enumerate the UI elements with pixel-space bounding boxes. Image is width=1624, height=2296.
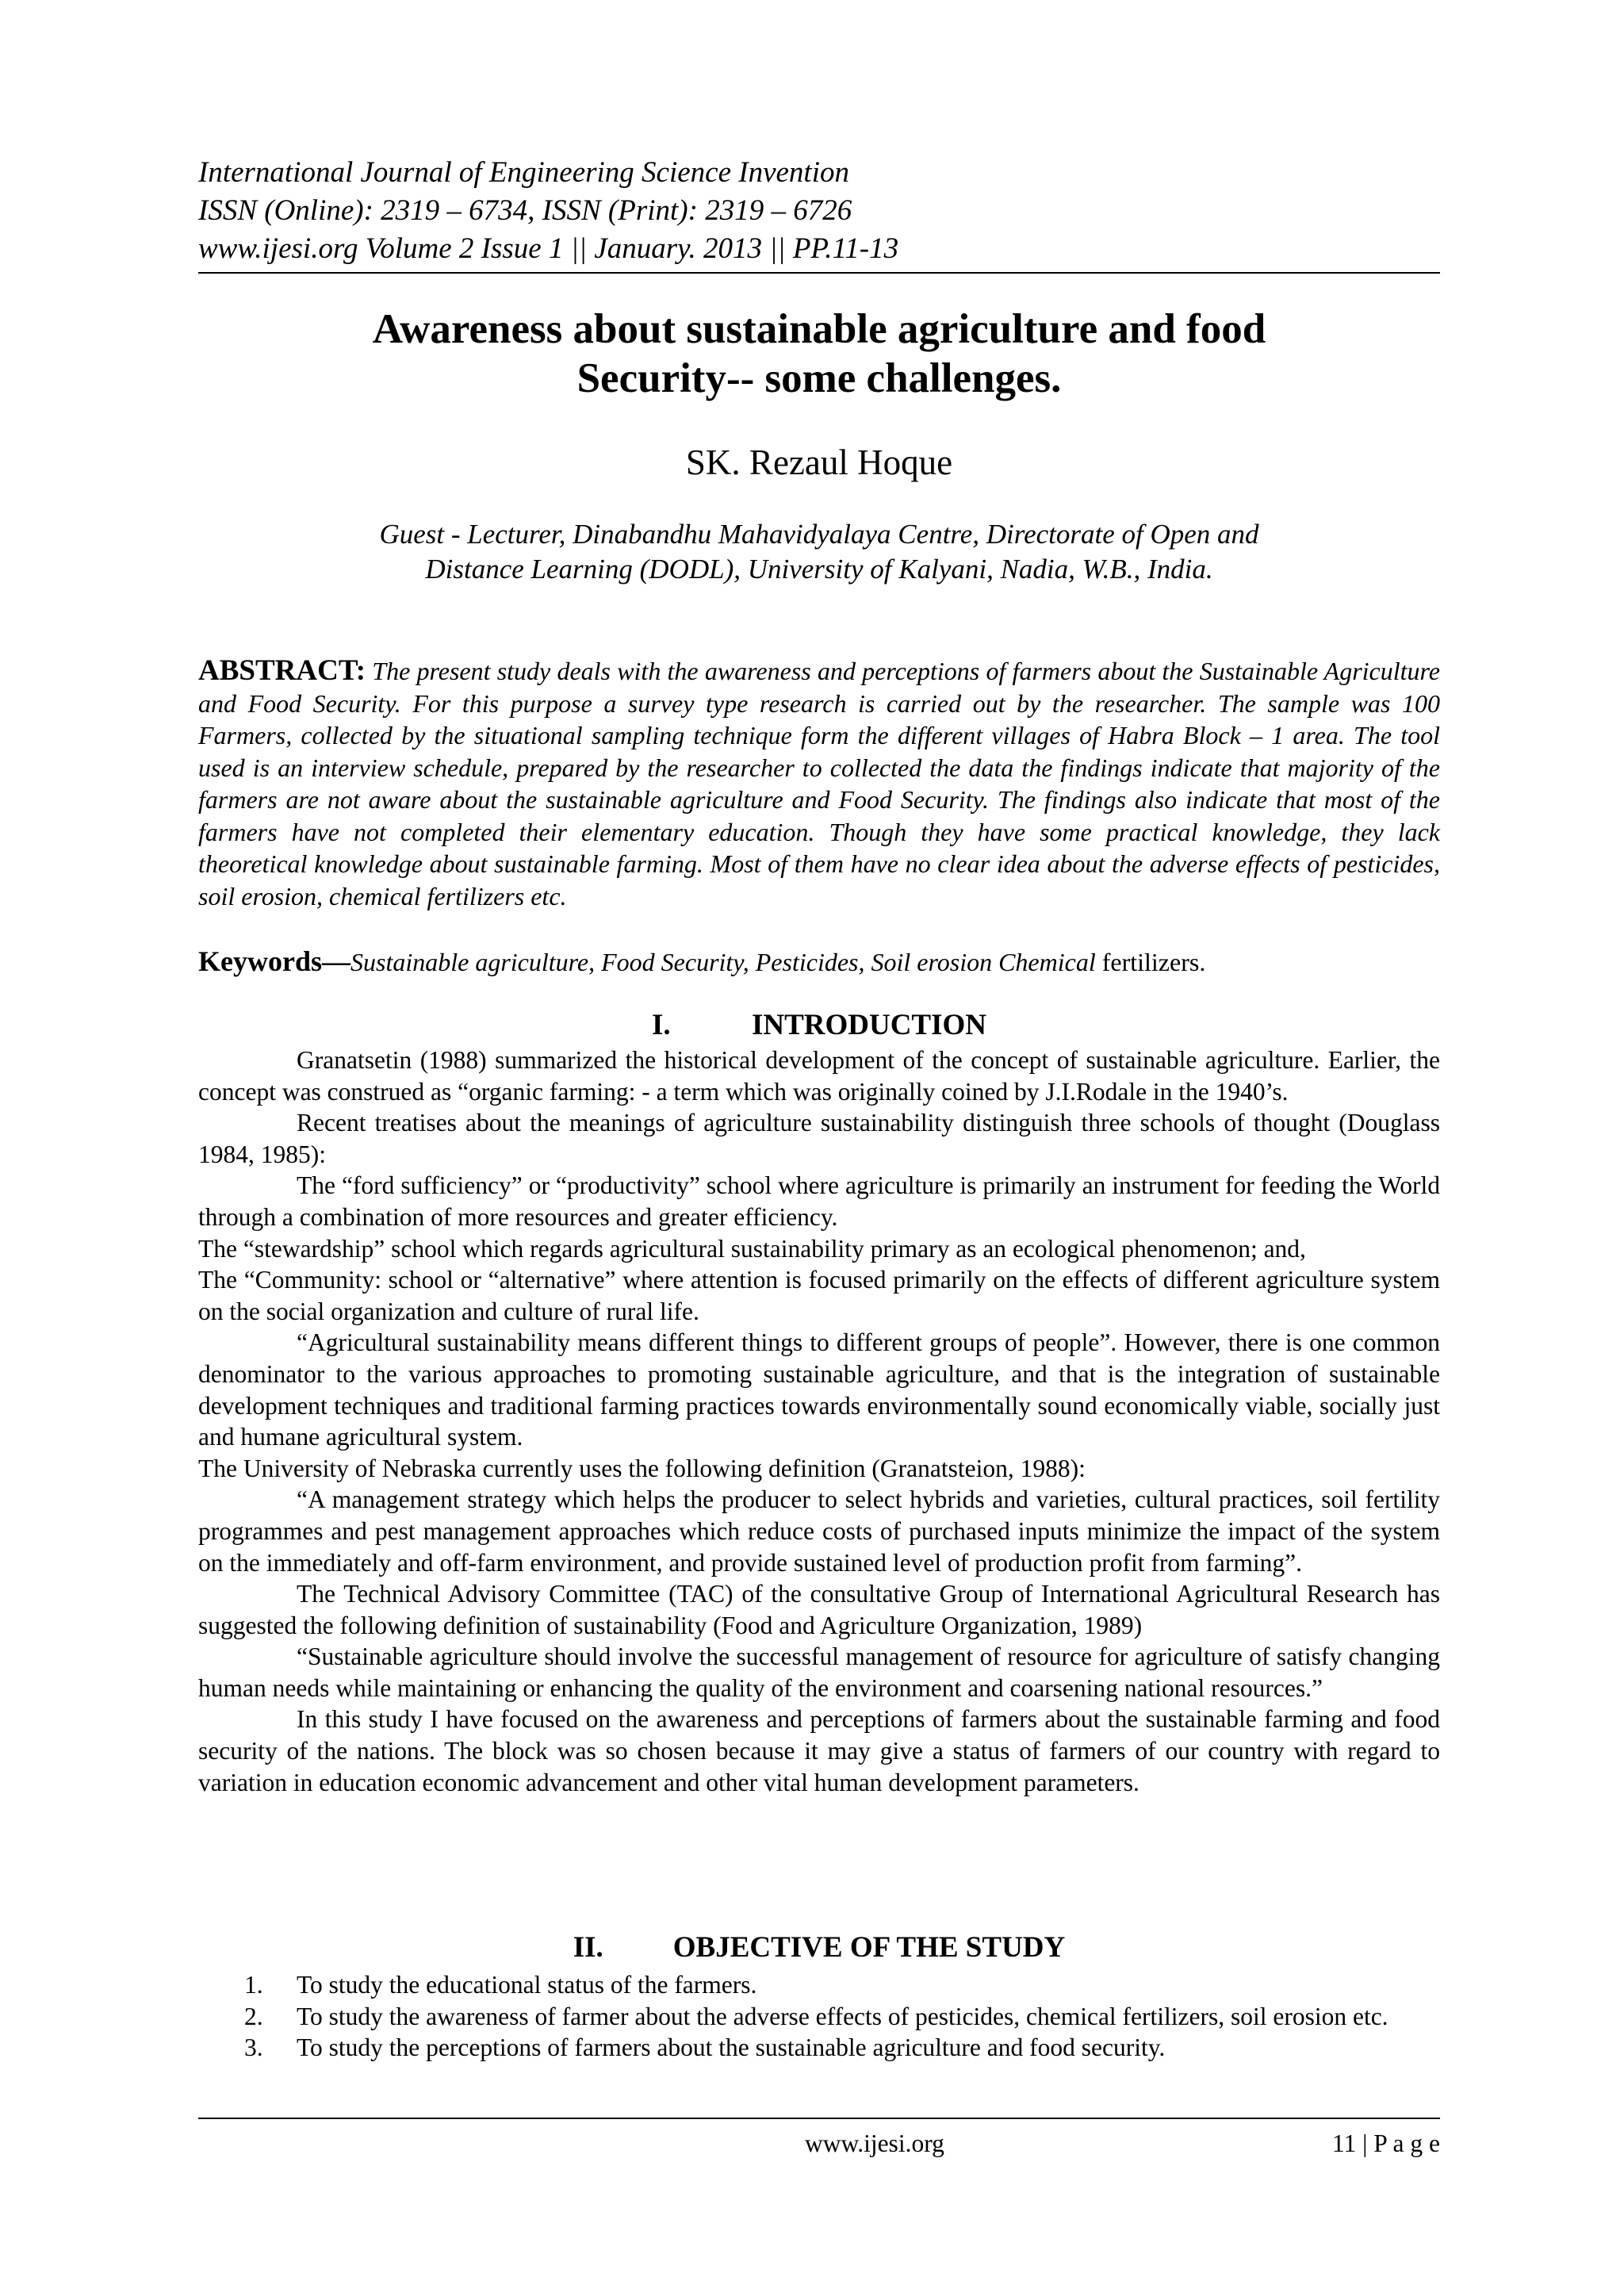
paragraph: “Agricultural sustainability means different things to different groups of people”. However, there is one common denominator to the various approaches to promoting sustainable agriculture, and that is the integration of sustainable development techniques and traditional farming practices towards environmentally sound economically viable, socially just and humane agricultural system. <box>198 1328 1440 1451</box>
section-title: INTRODUCTION <box>751 1009 987 1041</box>
journal-header <box>198 154 1440 268</box>
journal-volume: www.ijesi.org Volume 2 Issue 1 || January. 2013 || PP.11-13 <box>198 232 899 265</box>
affiliation-line-1: Guest - Lecturer, Dinabandhu Mahavidyalaya Centre, Directorate of Open and <box>379 519 1259 550</box>
journal-name: International Journal of Engineering Science Invention <box>198 156 849 189</box>
paragraph: The Technical Advisory Committee (TAC) of the consultative Group of International Agricultural Research has suggested the following definition of sustainability (Food and Agriculture Organization, 1989) <box>198 1580 1440 1639</box>
list-item <box>198 2001 1440 2033</box>
affiliation-line-2: Distance Learning (DODL), University of Kalyani, Nadia, W.B., India. <box>425 554 1213 585</box>
keywords <box>198 945 1440 979</box>
paragraph: Granatsetin (1988) summarized the historical development of the concept of sustainable agriculture. Earlier, the concept was construed as “organic farming: - a term which was originally coined by J.I.Rodale in the 1940’s. <box>198 1046 1440 1106</box>
keywords-list: Sustainable agriculture, Food Security, Pesticides, Soil erosion Chemical <box>350 948 1096 976</box>
section-number: II. <box>573 1931 603 1964</box>
paragraph: The “Community: school or “alternative” where attention is focused primarily on the effects of different agriculture system on the social organization and culture of rural life. <box>198 1266 1440 1325</box>
introduction-body <box>198 1045 1440 1798</box>
section-heading-introduction <box>198 1007 1440 1044</box>
abstract <box>198 655 1440 912</box>
paper-title-line-1: Awareness about sustainable agriculture and food <box>372 306 1266 352</box>
paragraph: The University of Nebraska currently uses the following definition (Granatsteion, 1988): <box>198 1454 1086 1482</box>
section-number: I. <box>651 1009 671 1041</box>
paragraph: The “stewardship” school which regards agricultural sustainability primary as an ecological phenomenon; and, <box>198 1234 1306 1263</box>
list-item <box>198 2032 1440 2064</box>
footer-divider <box>198 2118 1440 2119</box>
objectives-list <box>198 1969 1440 2064</box>
author-name: SK. Rezaul Hoque <box>685 443 953 482</box>
abstract-label: ABSTRACT: <box>198 654 366 687</box>
section-heading-objective <box>198 1930 1440 1966</box>
journal-issn: ISSN (Online): 2319 – 6734, ISSN (Print): 2319 – 6726 <box>198 194 852 227</box>
paragraph: “Sustainable agriculture should involve the successful management of resource for agriculture of satisfy changing human needs while maintaining or enhancing the quality of the environment and coarsening national resources.” <box>198 1642 1440 1702</box>
list-item-number: 2. <box>244 2002 263 2030</box>
author-affiliation <box>198 517 1440 587</box>
paragraph: Recent treatises about the meanings of agriculture sustainability distinguish three schools of thought (Douglass 1984, 1985): <box>198 1109 1440 1168</box>
paper-title <box>198 305 1440 403</box>
list-item-text: To study the perceptions of farmers about the sustainable agriculture and food security. <box>297 2033 1166 2062</box>
paper-title-line-2: Security-- some challenges. <box>576 355 1062 401</box>
paragraph: “A management strategy which helps the producer to select hybrids and varieties, cultural practices, soil fertility programmes and pest management approaches which reduce costs of purchased inputs minimize the impact of the system on the immediately and off-farm environment, and provide sustained level of production profit from farming”. <box>198 1485 1440 1577</box>
list-item <box>198 1969 1440 2001</box>
page-number: 11 | P a g e <box>1331 2129 1440 2157</box>
section-title: OBJECTIVE OF THE STUDY <box>672 1931 1066 1964</box>
list-item-number: 3. <box>244 2033 263 2062</box>
keywords-tail: fertilizers. <box>1101 948 1206 976</box>
footer-website: www.ijesi.org <box>805 2129 944 2157</box>
paragraph: The “ford sufficiency” or “productivity” school where agriculture is primarily an instrument for feeding the World through a combination of more resources and greater efficiency. <box>198 1171 1440 1231</box>
list-item-text: To study the awareness of farmer about the adverse effects of pesticides, chemical fertilizers, soil erosion etc. <box>297 2002 1388 2030</box>
paragraph: In this study I have focused on the awareness and perceptions of farmers about the sustainable farming and food security of the nations. The block was so chosen because it may give a status of farmers of our country with regard to variation in education economic advancement and other vital human development parameters. <box>198 1705 1440 1796</box>
list-item-number: 1. <box>244 1971 263 1999</box>
header-divider <box>198 272 1440 274</box>
list-item-text: To study the educational status of the farmers. <box>297 1971 757 1999</box>
keywords-label: Keywords— <box>198 945 350 977</box>
abstract-text: The present study deals with the awareness and perceptions of farmers about the Sustainable Agriculture and Food Security. For this purpose a survey type research is carried out by the researcher. The sample was 100 Farmers, collected by the situational sampling technique form the different villages of Habra Block – 1 area. The tool used is an interview schedule, prepared by the researcher to collected the data the findings indicate that majority of the farmers are not aware about the sustainable agriculture and Food Security. The findings also indicate that most of the farmers have not completed their elementary education. Though they have some practical knowledge, they lack theoretical knowledge about sustainable farming. Most of them have no clear idea about the adverse effects of pesticides, soil erosion, chemical fertilizers etc. <box>198 657 1441 910</box>
